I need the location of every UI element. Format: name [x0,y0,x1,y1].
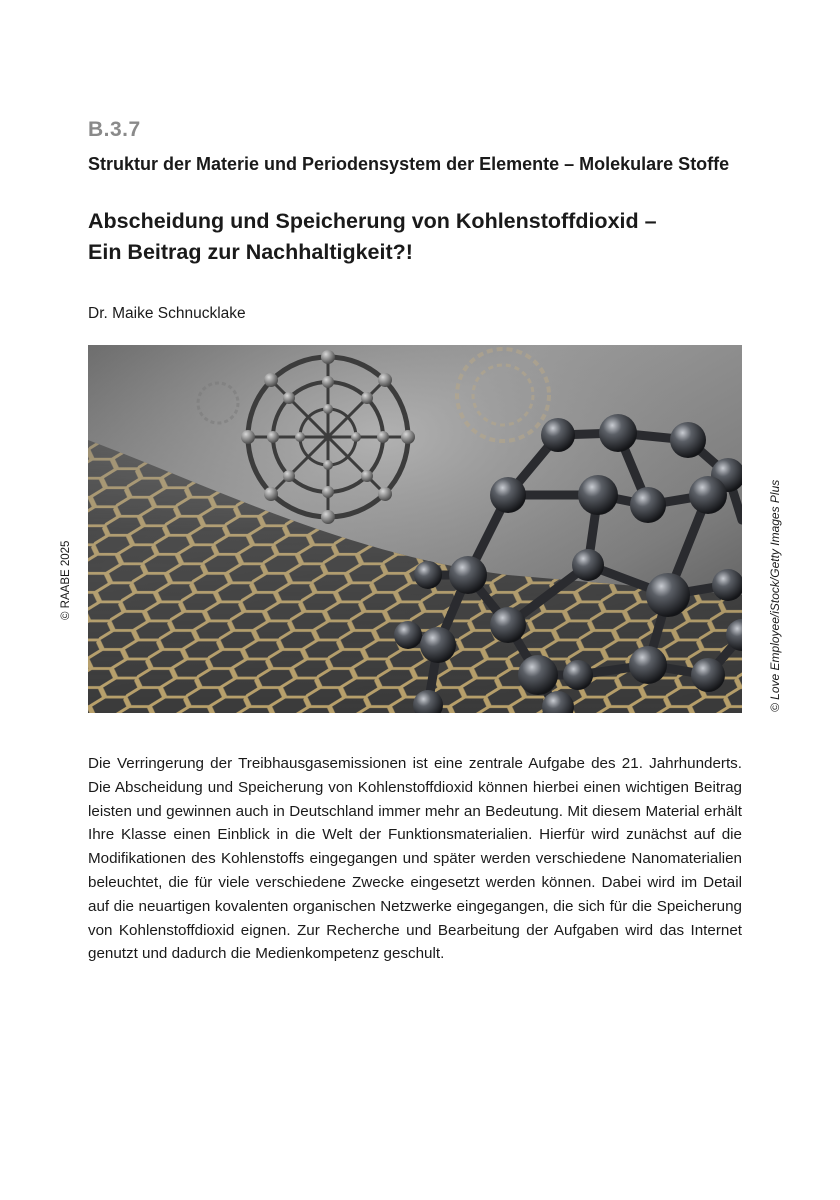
page-title [88,206,768,268]
image-credit: © Love Employee/iStock/Getty Images Plus [768,479,782,712]
intro-paragraph: Die Verringerung der Treibhausgasemissionen ist eine zentrale Aufgabe des 21. Jahrhunderts. Die Abscheidung und Speicherung von Kohlenstoffdioxid können hierbei einen wichtigen Beitrag leisten und gewinnen auch in Deutschland immer mehr an Bedeutung. Mit diesem Material erhält Ihre Klasse einen Einblick in die Welt der Funktionsmaterialien. Hierfür wird zunächst auf die Modifikationen des Kohlenstoffs eingegangen und später werden verschiedene Nanomaterialien beleuchtet, die für viele verschiedene Zwecke eingesetzt werden können. Dabei wird im Detail auf die neuartigen kovalenten organischen Netzwerke eingegangen, die sich für die Speicherung von Kohlenstoffdioxid eignen. Zur Recherche und Bearbeitung der Aufgaben wird das Internet genutzt und dadurch die Medienkompetenz geschult. [88,755,742,963]
cover-image [88,345,742,713]
title-line-1: Abscheidung und Speicherung von Kohlenstoffdioxid – [88,209,657,233]
copyright-notice: © RAABE 2025 [60,540,72,620]
topic-heading: Struktur der Materie und Periodensystem der Elemente – Molekulare Stoffe [88,154,730,174]
fullerene-middle [241,350,415,524]
fullerene-graphene-illustration [88,345,742,713]
section-code: B.3.7 [88,118,141,141]
title-line-2: Ein Beitrag zur Nachhaltigkeit?! [88,240,413,264]
author-name: Dr. Maike Schnucklake [88,305,246,322]
